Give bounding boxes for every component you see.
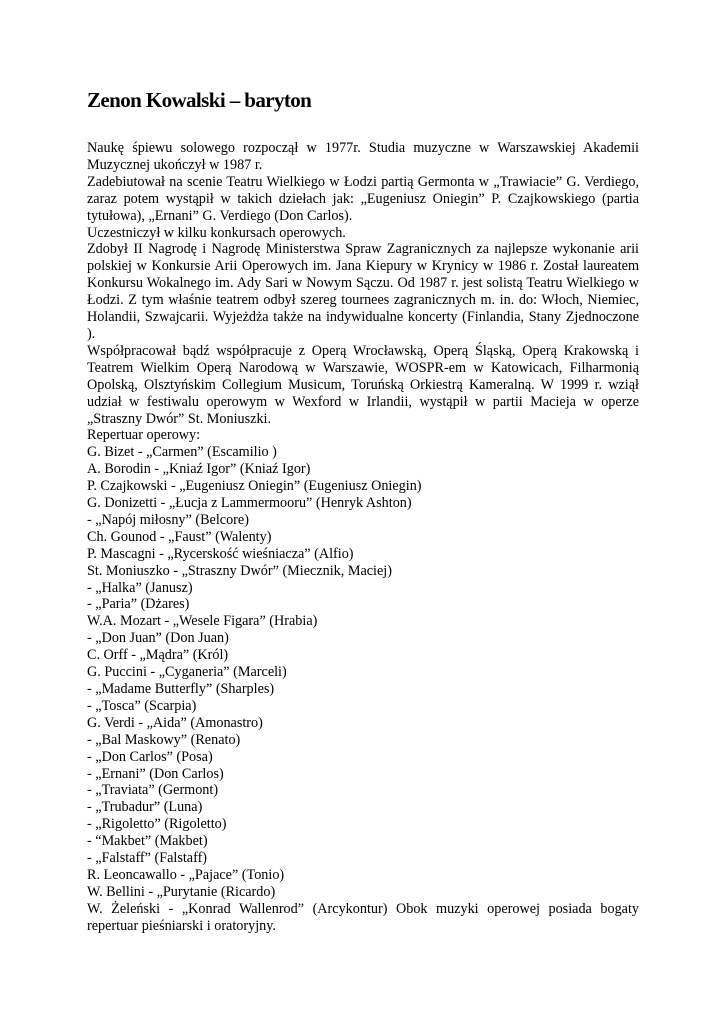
repertoire-item: - „Don Carlos” (Posa): [87, 748, 213, 765]
repertoire-item: - „Traviata” (Germont): [87, 782, 219, 799]
repertoire-item: - „Don Juan” (Don Juan): [87, 630, 229, 647]
bio-paragraph: Naukę śpiewu solowego rozpoczął w 1977r. Studia muzyczne w Warszawskiej Akademii Muzycznej ukończył w 1987 r.: [87, 140, 639, 173]
repertoire-item: - „Bal Maskowy” (Renato): [87, 731, 241, 748]
repertoire-item: - „Trubadur” (Luna): [87, 799, 203, 816]
closing-paragraph: W. Żeleński - „Konrad Wallenrod” (Arcykontur) Obok muzyki operowej posiada bogaty repertuar pieśniarski i oratoryjny.: [87, 900, 639, 934]
repertoire-item: G. Puccini - „Cyganeria” (Marceli): [87, 664, 287, 681]
repertoire-item: St. Moniuszko - „Straszny Dwór” (Miecznik, Maciej): [87, 562, 392, 579]
bio-paragraph: Zdobył II Nagrodę i Nagrodę Ministerstwa Spraw Zagranicznych za najlepsze wykonanie arii polskiej w Konkursie Arii Operowych im. Jana Kiepury w Krynicy w 1986 r. Został laureatem Konkursu Wokalnego im. Ady Sari w Nowym Sączu. Od 1987 r. jest solistą Teatru Wielkiego w Łodzi. Z tym właśnie teatrem odbył szereg tournees zagranicznych m. in. do: Włoch, Niemiec, Holandii, Szwajcarii. Wyjeżdża także na indywidualne koncerty (Finlandia, Stany Zjednoczone ).: [87, 241, 639, 342]
document-body: [87, 140, 639, 935]
repertoire-item: - „Tosca” (Scarpia): [87, 697, 197, 714]
repertoire-item: P. Mascagni - „Rycerskość wieśniacza” (Alfio): [87, 545, 354, 562]
repertoire-item: G. Donizetti - „Łucja z Lammermooru” (Henryk Ashton): [87, 495, 412, 512]
page-title: Zenon Kowalski – baryton: [87, 88, 312, 112]
repertoire-item: R. Leoncawallo - „Pajace” (Tonio): [87, 866, 285, 883]
biography-section: [87, 140, 639, 427]
bio-paragraph: Zadebiutował na scenie Teatru Wielkiego w Łodzi partią Germonta w „Trawiacie” G. Verdiego, zaraz potem wystąpił w takich dziełach jak: „Eugeniusz Oniegin” P. Czajkowskiego (partia tytułowa), „Ernani” G. Verdiego (Don Carlos).: [87, 173, 639, 224]
repertoire-item: P. Czajkowski - „Eugeniusz Oniegin” (Eugeniusz Oniegin): [87, 478, 422, 495]
repertoire-item: W.A. Mozart - „Wesele Figara” (Hrabia): [87, 613, 318, 630]
repertoire-item: Ch. Gounod - „Faust” (Walenty): [87, 528, 272, 545]
repertoire-item: A. Borodin - „Kniaź Igor” (Kniaź Igor): [87, 461, 311, 478]
repertoire-list: [87, 444, 639, 900]
repertoire-item: C. Orff - „Mądra” (Król): [87, 647, 229, 664]
repertoire-item: - „Napój miłosny” (Belcore): [87, 511, 249, 528]
repertoire-heading: Repertuar operowy:: [87, 427, 201, 444]
repertoire-item: - „Paria” (Dżares): [87, 596, 190, 613]
repertoire-item: - “Makbet” (Makbet): [87, 833, 208, 850]
bio-paragraph: Uczestniczył w kilku konkursach operowych.: [87, 224, 346, 241]
repertoire-item: - „Rigoletto” (Rigoletto): [87, 816, 227, 833]
repertoire-item: - „Madame Butterfly” (Sharples): [87, 681, 275, 697]
repertoire-item: - „Halka” (Janusz): [87, 579, 193, 596]
bio-paragraph: Współpracował bądź współpracuje z Operą Wrocławską, Operą Śląską, Operą Krakowską i Teatrem Wielkim Operą Narodową w Warszawie, WOSPR-em w Katowicach, Filharmonią Opolską, Olsztyńskim Collegium Musicum, Toruńską Orkiestrą Kameralną. W 1999 r. wziął udział w festiwalu operowym w Wexford w Irlandii, wystąpił w partii Macieja w operze „Straszny Dwór” St. Moniuszki.: [87, 342, 639, 427]
repertoire-item: W. Bellini - „Purytanie (Ricardo): [87, 883, 276, 900]
repertoire-item: G. Bizet - „Carmen” (Escamilio ): [87, 444, 277, 461]
repertoire-item: G. Verdi - „Aida” (Amonastro): [87, 714, 263, 731]
repertoire-item: - „Ernani” (Don Carlos): [87, 765, 224, 782]
repertoire-item: - „Falstaff” (Falstaff): [87, 850, 208, 867]
